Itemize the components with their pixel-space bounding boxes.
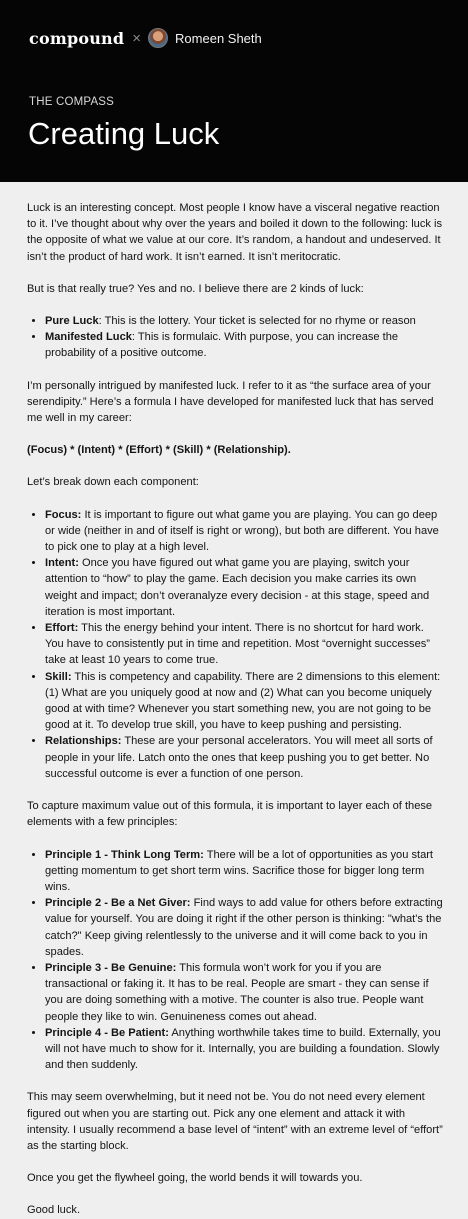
list-item-text: This is competency and capability. There are 2 dimensions to this element: (1) What are you uniquely good at now and (2) What can you become uniquely good at with time? Whenever you start something new, you are not going to be good at it. To develop true skill, you have to keep pushing and persisting. xyxy=(45,670,441,732)
list-item-text: There will be a lot of opportunities as you start getting momentum to get short term wins. Sacrifice those for bigger long term wins. xyxy=(45,848,434,893)
list-item xyxy=(45,329,443,361)
list-item-text: It is important to figure out what game you are playing. You can go deep or wide (neither in and of itself is right or wrong), but both are different. You have to pick one to play at a high level. xyxy=(45,508,439,554)
list-item xyxy=(45,620,443,669)
list-item-term: Relationships: xyxy=(45,735,122,748)
list-item-text: This the energy behind your intent. There is no shortcut for hard work. You have to consistently put in time and repetition. Most “overnight successes” take at least 10 years to come true. xyxy=(45,622,430,667)
list-item xyxy=(45,895,443,960)
list-item-term: Principle 3 - Be Genuine: xyxy=(45,961,177,974)
list-item-term: Principle 4 - Be Patient: xyxy=(45,1026,169,1039)
paragraph-kinds-intro: But is that really true? Yes and no. I believe there are 2 kinds of luck: xyxy=(27,282,364,295)
kinds-list xyxy=(27,313,443,362)
principles-list xyxy=(27,847,443,1074)
list-item-text: Once you have figured out what game you are playing, switch your attention to “how” to play the game. Each decision you make carries its own weight and impact; don’t overanalyze every decision - at this stage, speed and iteration is most important. xyxy=(45,557,430,618)
list-item xyxy=(45,669,443,734)
brand-bar xyxy=(29,28,262,48)
paragraph-signoff: Good luck. xyxy=(27,1204,81,1217)
list-item xyxy=(45,960,443,1025)
list-item-term: Pure Luck xyxy=(45,315,99,328)
list-item-text: : This is formulaic. With purpose, you can increase the probability of a positive outcome. xyxy=(45,331,399,360)
author-name[interactable]: Romeen Sheth xyxy=(175,30,262,46)
list-item xyxy=(45,847,443,896)
header xyxy=(0,0,468,182)
paragraph-principles-intro: To capture maximum value out of this formula, it is important to layer each of these elements with a few principles: xyxy=(27,800,433,829)
components-list xyxy=(27,507,443,782)
list-item-text: This formula won’t work for you if you are transactional or faking it. It has to be real. People are smart - they can sense if you are doing something with a motive. The counter is also true. People want people they like to win. Genuineness comes out ahead. xyxy=(45,961,429,1023)
list-item xyxy=(45,313,443,329)
paragraph-intro: Luck is an interesting concept. Most people I know have a visceral negative reaction to it. I’ve thought about why over the years and boiled it down to the following: luck is the opposite of what we value at our core. It’s random, a handout and undeserved. It isn’t the product of hard work. It isn’t earned. It isn’t meritocratic. xyxy=(27,202,443,263)
paragraph-manifested: I’m personally intrigued by manifested luck. I refer to it as “the surface area of your serendipity.” Here’s a formula I have developed for manifested luck that has served me well in my career: xyxy=(27,379,434,425)
list-item-term: Skill: xyxy=(45,670,72,683)
list-item-term: Principle 1 - Think Long Term: xyxy=(45,848,204,861)
formula: (Focus) * (Intent) * (Effort) * (Skill) * (Relationship). xyxy=(27,444,291,457)
list-item-text: These are your personal accelerators. You will meet all sorts of people in your life. Latch onto the ones that keep pushing you to get better. No successful outcome is ever a function of one person. xyxy=(45,735,433,780)
paragraph-flywheel: Once you get the flywheel going, the world bends it will towards you. xyxy=(27,1172,363,1185)
list-item-term: Effort: xyxy=(45,622,79,635)
list-item xyxy=(45,733,443,782)
list-item-text: Find ways to add value for others before extracting value for yourself. You are doing it right if the other person is thinking: "what's the catch?" Keep giving relentlessly to the universe and it will come back to you in spades. xyxy=(45,897,443,958)
list-item-term: Focus: xyxy=(45,508,82,521)
list-item xyxy=(45,1025,443,1074)
list-item-term: Intent: xyxy=(45,557,79,570)
compound-logo[interactable]: compound xyxy=(29,28,125,48)
list-item xyxy=(45,507,443,556)
list-item xyxy=(45,555,443,620)
times-separator: × xyxy=(132,29,142,47)
list-item-term: Manifested Luck xyxy=(45,331,132,344)
paragraph-breakdown: Let’s break down each component: xyxy=(27,476,199,489)
paragraph-overwhelming: This may seem overwhelming, but it need not be. You do not need every element figured out when you are starting out. Pick any one element and attack it with intensity. I usually recommend a base level of “intent” with an extreme level of “effort” as the starting block. xyxy=(27,1091,443,1152)
article-body xyxy=(0,182,468,1219)
list-item-text: : This is the lottery. Your ticket is selected for no rhyme or reason xyxy=(98,315,416,328)
author-avatar xyxy=(148,28,168,48)
list-item-text: Anything worthwhile takes time to build. Externally, you will not have much to show for it. Internally, you are building a foundation. Slowly and then suddenly. xyxy=(45,1026,441,1072)
page-title: Creating Luck xyxy=(28,116,220,151)
list-item-term: Principle 2 - Be a Net Giver: xyxy=(45,897,191,910)
section-kicker: THE COMPASS xyxy=(29,96,115,108)
